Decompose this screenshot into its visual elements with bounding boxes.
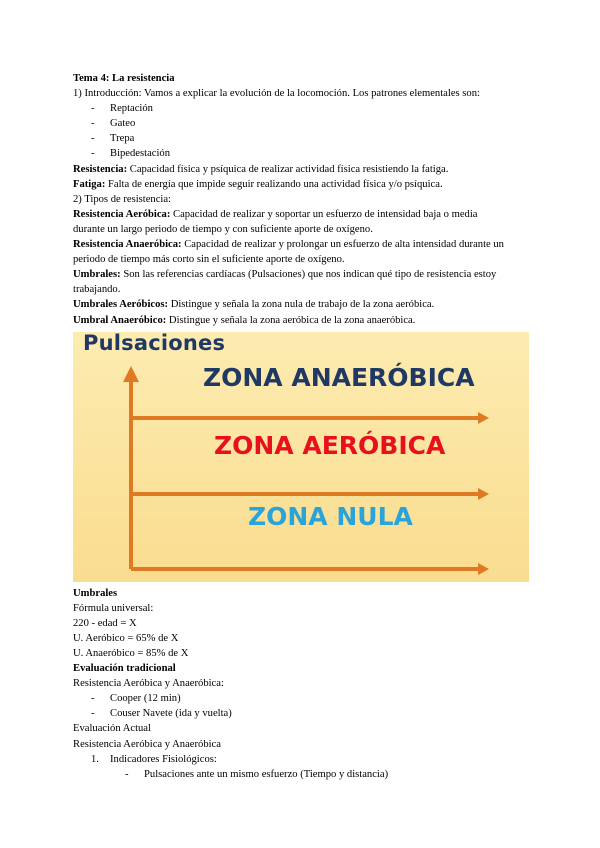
dash-marker: - [125,768,129,780]
zone-nula-label: ZONA NULA [248,501,413,531]
document-title: Tema 4: La resistencia [73,73,175,84]
umbrales-heading: Umbrales [73,587,118,599]
dash-marker: - [91,708,95,720]
eval-tradicional-sub: Resistencia Aeróbica y Anaeróbica: [73,678,224,690]
dash-marker: - [91,118,95,130]
list-item: - Couser Navete (ida y vuelta) [73,706,533,721]
numbered-item: 1. Indicadores Fisiológicos: [73,752,533,767]
formula-label: Fórmula universal: [73,602,154,614]
definition-umbrales-cont: trabajando. [73,284,121,296]
eval-actual-heading: Evaluación Actual [73,723,151,735]
eval-actual-sub: Resistencia Aeróbica y Anaeróbica [73,738,221,750]
zone-anaerobica-label: ZONA ANAERÓBICA [203,362,475,392]
pulsaciones-zones-figure [73,332,529,582]
dash-marker: - [91,148,95,160]
vertical-arrowhead [123,366,139,382]
definition-anaerobica-cont: periodo de tiempo más corto sin el suficiente aporte de oxígeno. [73,254,345,266]
list-item: - Cooper (12 min) [73,691,533,706]
definition-aerobica: Resistencia Aeróbica: Capacidad de realizar y soportar un esfuerzo de intensidad baja o media [73,208,478,220]
number-marker: 1. [91,753,99,765]
list-item: - Reptación [73,101,533,116]
definition-anaerobica: Resistencia Anaeróbica: Capacidad de realizar y prolongar un esfuerzo de alta intensidad durante un [73,239,504,251]
umbral-anaerobico-value: U. Anaeróbico = 85% de X [73,647,189,659]
dash-marker: - [91,133,95,145]
list-item: - Trepa [73,131,533,146]
sub-list-item: - Pulsaciones ante un mismo esfuerzo (Tiempo y distancia) [73,767,533,782]
arrowhead-aerobic [478,488,489,500]
arrowhead-base [478,563,489,575]
formula: 220 - edad = X [73,617,137,629]
eval-tradicional-heading: Evaluación tradicional [73,663,176,675]
list-item: - Gateo [73,116,533,131]
definition-umbrales: Umbrales: Son las referencias cardíacas (Pulsaciones) que nos indican qué tipo de resistencia estoy [73,269,497,281]
document-page [73,71,533,782]
tipos-heading: 2) Tipos de resistencia: [73,193,171,205]
figure-title: Pulsaciones [83,331,226,355]
definition-resistencia: Resistencia: Capacidad física y psíquica de realizar actividad física resistiendo la fatiga. [73,163,449,175]
intro-text: 1) Introducción: Vamos a explicar la evolución de la locomoción. Los patrones elementales son: [73,88,480,100]
umbral-aerobico-value: U. Aeróbico = 65% de X [73,632,179,644]
definition-fatiga: Fatiga: Falta de energía que impide seguir realizando una actividad física y/o psíquica. [73,178,443,190]
definition-aerobica-cont: durante un largo periodo de tiempo y con suficiente aporte de oxígeno. [73,223,373,235]
zone-aerobica-label: ZONA AERÓBICA [214,430,446,460]
dash-marker: - [91,693,95,705]
dash-marker: - [91,103,95,115]
list-item: - Bipedestación [73,146,533,161]
definition-umbral-anaerobico: Umbral Anaeróbico: Distingue y señala la zona aeróbica de la zona anaeróbica. [73,314,416,326]
arrowhead-anaerobic [478,412,489,424]
definition-umbrales-aerobicos: Umbrales Aeróbicos: Distingue y señala la zona nula de trabajo de la zona aeróbica. [73,299,435,311]
